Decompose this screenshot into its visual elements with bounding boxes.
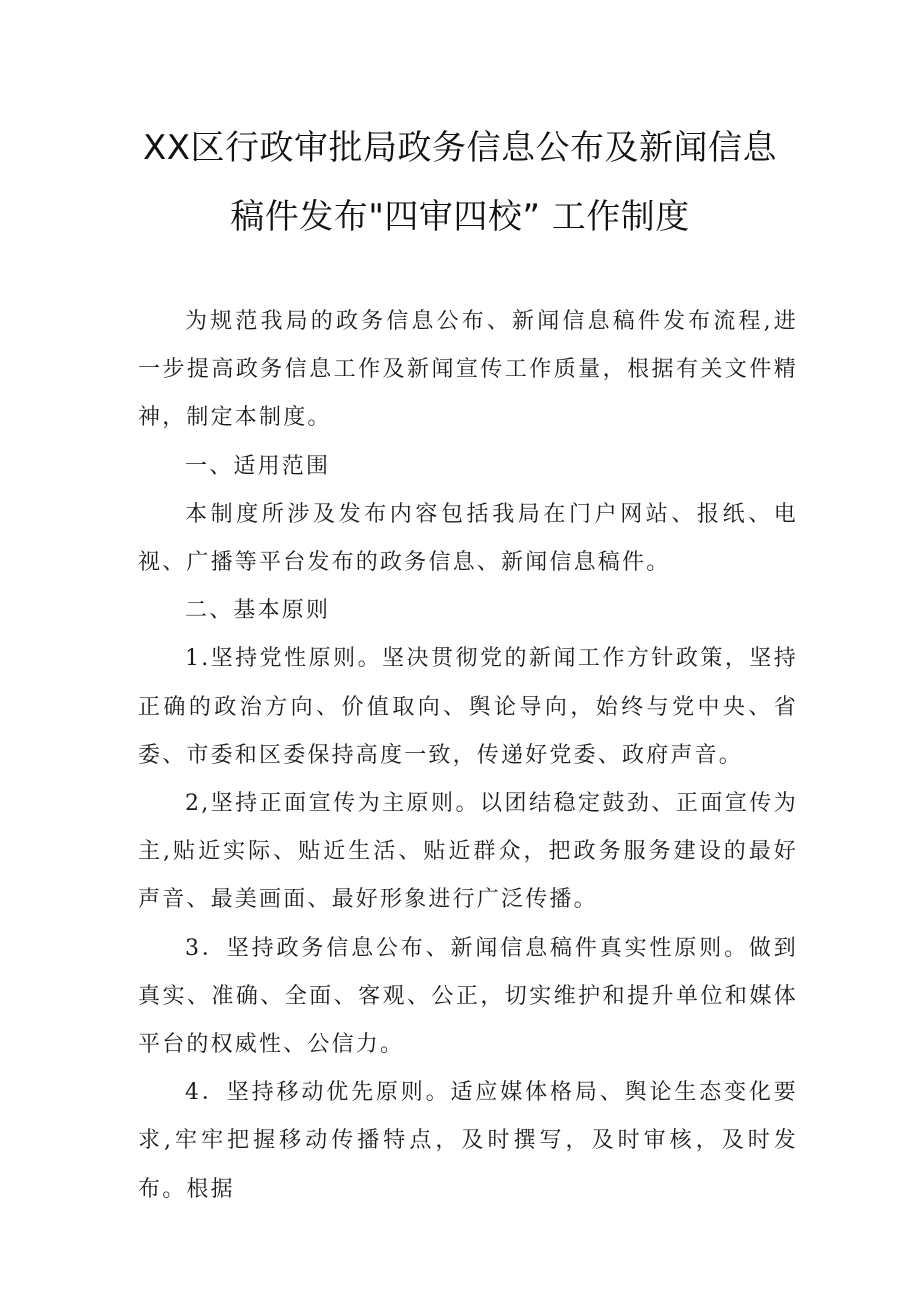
document-body <box>138 298 798 1214</box>
section-heading-scope: 一、适用范围 <box>185 453 331 479</box>
paragraph-intro: 为规范我局的政务信息公布、新闻信息稿件发布流程,进一步提高政务信息工作及新闻宣传工作质量，根据有关文件精神，制定本制度。 <box>138 309 798 431</box>
paragraph-principle-3: 3．坚持政务信息公布、新闻信息稿件真实性原则。做到真实、准确、全面、客观、公正，切实维护和提升单位和媒体平台的权威性、公信力。 <box>138 935 798 1058</box>
document-title-line-1: XX区行政审批局政务信息公布及新闻信息 <box>142 128 778 168</box>
document-title-line-2: 稿件发布"四审四校” 工作制度 <box>230 197 690 237</box>
paragraph-principle-2: 2,坚持正面宣传为主原则。以团结稳定鼓劲、正面宣传为主,贴近实际、贴近生活、贴近群众，把政务服务建设的最好声音、最美画面、最好形象进行广泛传播。 <box>138 791 798 913</box>
section-heading-principles: 二、基本原则 <box>185 598 331 624</box>
paragraph-principle-1: 1.坚持党性原则。坚决贯彻党的新闻工作方针政策，坚持正确的政治方向、价值取向、舆论导向，始终与党中央、省委、市委和区委保持高度一致，传递好党委、政府声音。 <box>138 646 798 768</box>
paragraph-principle-4: 4．坚持移动优先原则。适应媒体格局、舆论生态变化要求,牢牢把握移动传播特点，及时撰写，及时审核，及时发布。根据 <box>138 1080 798 1202</box>
paragraph-scope: 本制度所涉及发布内容包括我局在门户网站、报纸、电视、广播等平台发布的政务信息、新闻信息稿件。 <box>138 501 798 576</box>
